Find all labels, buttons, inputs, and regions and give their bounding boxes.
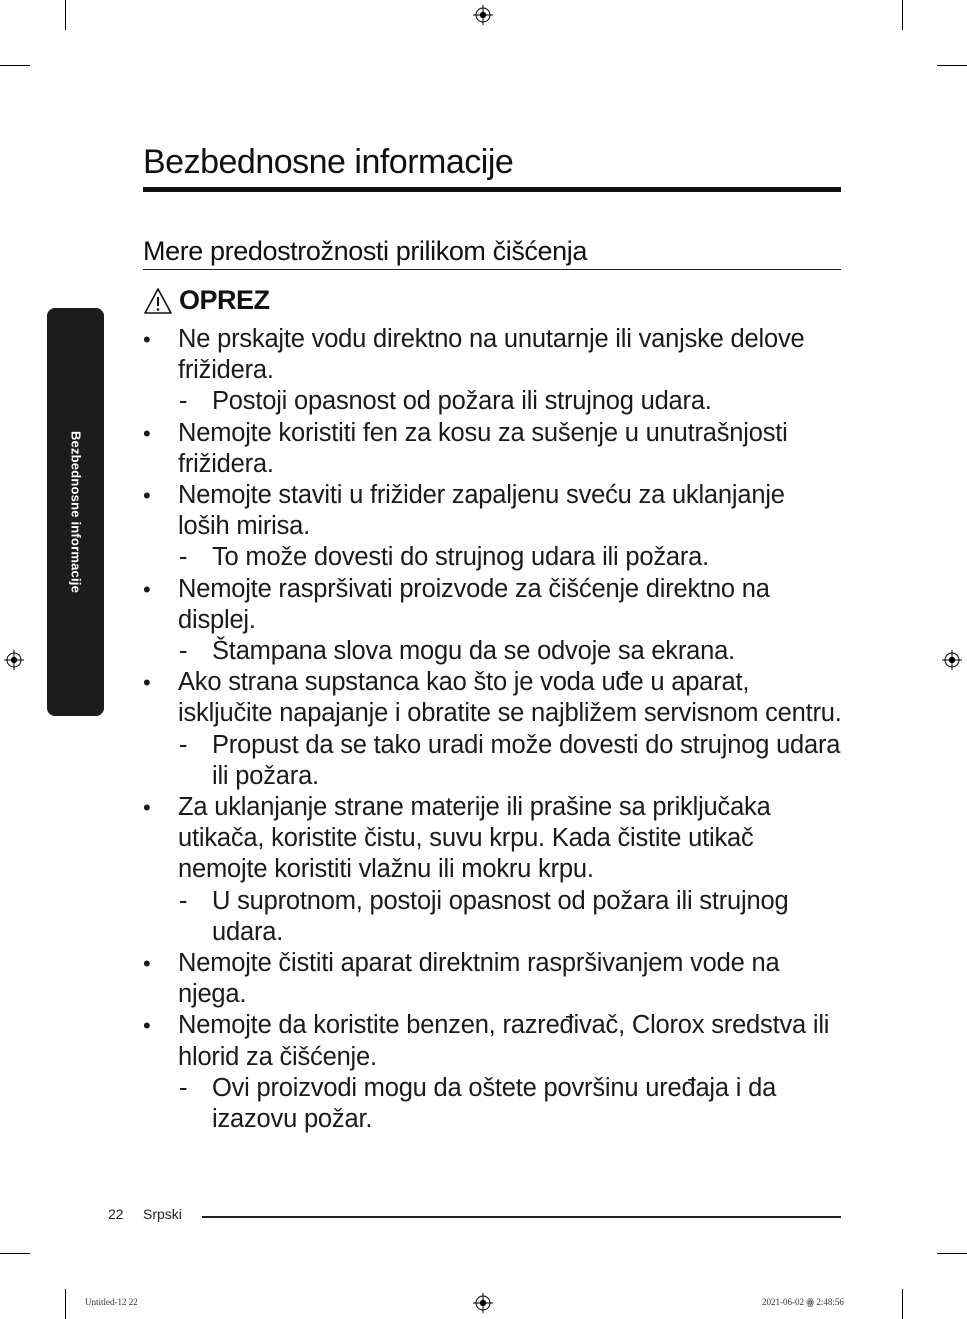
crop-mark <box>937 1253 967 1254</box>
list-item <box>143 792 843 886</box>
sub-list-item <box>143 886 843 948</box>
registration-mark-icon <box>4 650 24 670</box>
list-item <box>143 418 843 480</box>
section-divider <box>143 269 841 270</box>
crop-mark <box>0 65 30 66</box>
sub-list-item-text: Ovi proizvodi mogu da oštete površinu uređaja i da izazovu požar. <box>212 1073 777 1134</box>
page-title: Bezbednosne informacije <box>143 143 514 181</box>
bullet-icon: • <box>143 795 151 821</box>
sub-list-item-text: Štampana slova mogu da se odvoje sa ekrana. <box>212 637 735 666</box>
bullet-icon: • <box>143 670 151 696</box>
dash-icon: - <box>179 730 188 759</box>
print-meta-timestamp: 2021-06-02 ꙮ 2:48:56 <box>762 1297 844 1307</box>
print-meta-file: Untitled-12 22 <box>85 1297 138 1307</box>
bullet-icon: • <box>143 576 151 602</box>
caution-heading <box>143 285 270 316</box>
crop-mark <box>0 1253 30 1254</box>
registration-mark-icon <box>473 1293 493 1313</box>
sub-list-item <box>143 542 843 573</box>
caution-list <box>143 324 843 1135</box>
side-tab <box>47 308 104 716</box>
dash-icon: - <box>179 543 188 572</box>
footer-divider <box>202 1216 841 1218</box>
list-item-text: Ako strana supstanca kao što je voda uđe u aparat, isključite napajanje i obratite se najbližem servisnom centru. <box>178 668 842 728</box>
warning-triangle-icon <box>143 287 173 315</box>
sub-list-item-text: To može dovesti do strujnog udara ili požara. <box>212 543 710 572</box>
sub-list-item-text: U suprotnom, postoji opasnost od požara ili strujnog udara. <box>212 886 789 946</box>
dash-icon: - <box>179 637 188 666</box>
bullet-icon: • <box>143 327 151 352</box>
sub-list-item <box>143 386 843 417</box>
side-tab-label: Bezbednosne informacije <box>68 430 83 594</box>
crop-mark <box>65 0 66 30</box>
dash-icon: - <box>179 387 188 416</box>
list-item <box>143 574 843 636</box>
list-item-text: Nemojte čistiti aparat direktnim raspršivanjem vode na njega. <box>178 949 780 1009</box>
list-item <box>143 948 843 1010</box>
list-item <box>143 480 843 542</box>
section-title: Mere predostrožnosti prilikom čišćenja <box>143 236 587 266</box>
bullet-icon: • <box>143 1013 151 1039</box>
list-item <box>143 667 843 729</box>
bullet-icon: • <box>143 420 151 446</box>
dash-icon: - <box>179 886 188 915</box>
list-item <box>143 324 843 386</box>
bullet-icon: • <box>143 483 151 509</box>
list-item-text: Nemojte staviti u frižider zapaljenu sveću za uklanjanje loših mirisa. <box>178 481 785 541</box>
caution-label: OPREZ <box>179 285 270 315</box>
list-item-text: Ne prskajte vodu direktno na unutarnje ili vanjske delove frižidera. <box>178 325 805 385</box>
list-item-text: Nemojte raspršivati proizvode za čišćenje direktno na displej. <box>178 574 770 634</box>
dash-icon: - <box>179 1073 188 1102</box>
crop-mark <box>65 1289 66 1319</box>
page-number: 22 <box>108 1206 124 1222</box>
title-divider <box>143 187 841 192</box>
footer-language: Srpski <box>143 1206 182 1222</box>
list-item-text: Za uklanjanje strane materije ili prašine sa priključaka utikača, koristite čistu, suvu krpu. Kada čistite utikač nemojte koristiti vlažnu ili mokru krpu. <box>178 793 771 884</box>
sub-list-item <box>143 730 843 792</box>
crop-mark <box>902 1289 903 1319</box>
list-item-text: Nemojte da koristite benzen, razređivač, Clorox sredstva ili hlorid za čišćenje. <box>178 1011 830 1071</box>
crop-mark <box>902 0 903 30</box>
sub-list-item-text: Postoji opasnost od požara ili strujnog udara. <box>212 387 712 416</box>
registration-mark-icon <box>942 650 962 670</box>
sub-list-item-text: Propust da se tako uradi može dovesti do strujnog udara ili požara. <box>212 730 841 790</box>
sub-list-item <box>143 1073 843 1135</box>
registration-mark-icon <box>473 5 493 25</box>
crop-mark <box>937 65 967 66</box>
list-item-text: Nemojte koristiti fen za kosu za sušenje u unutrašnjosti frižidera. <box>178 418 788 478</box>
sub-list-item <box>143 636 843 667</box>
list-item <box>143 1010 843 1072</box>
bullet-icon: • <box>143 951 151 977</box>
